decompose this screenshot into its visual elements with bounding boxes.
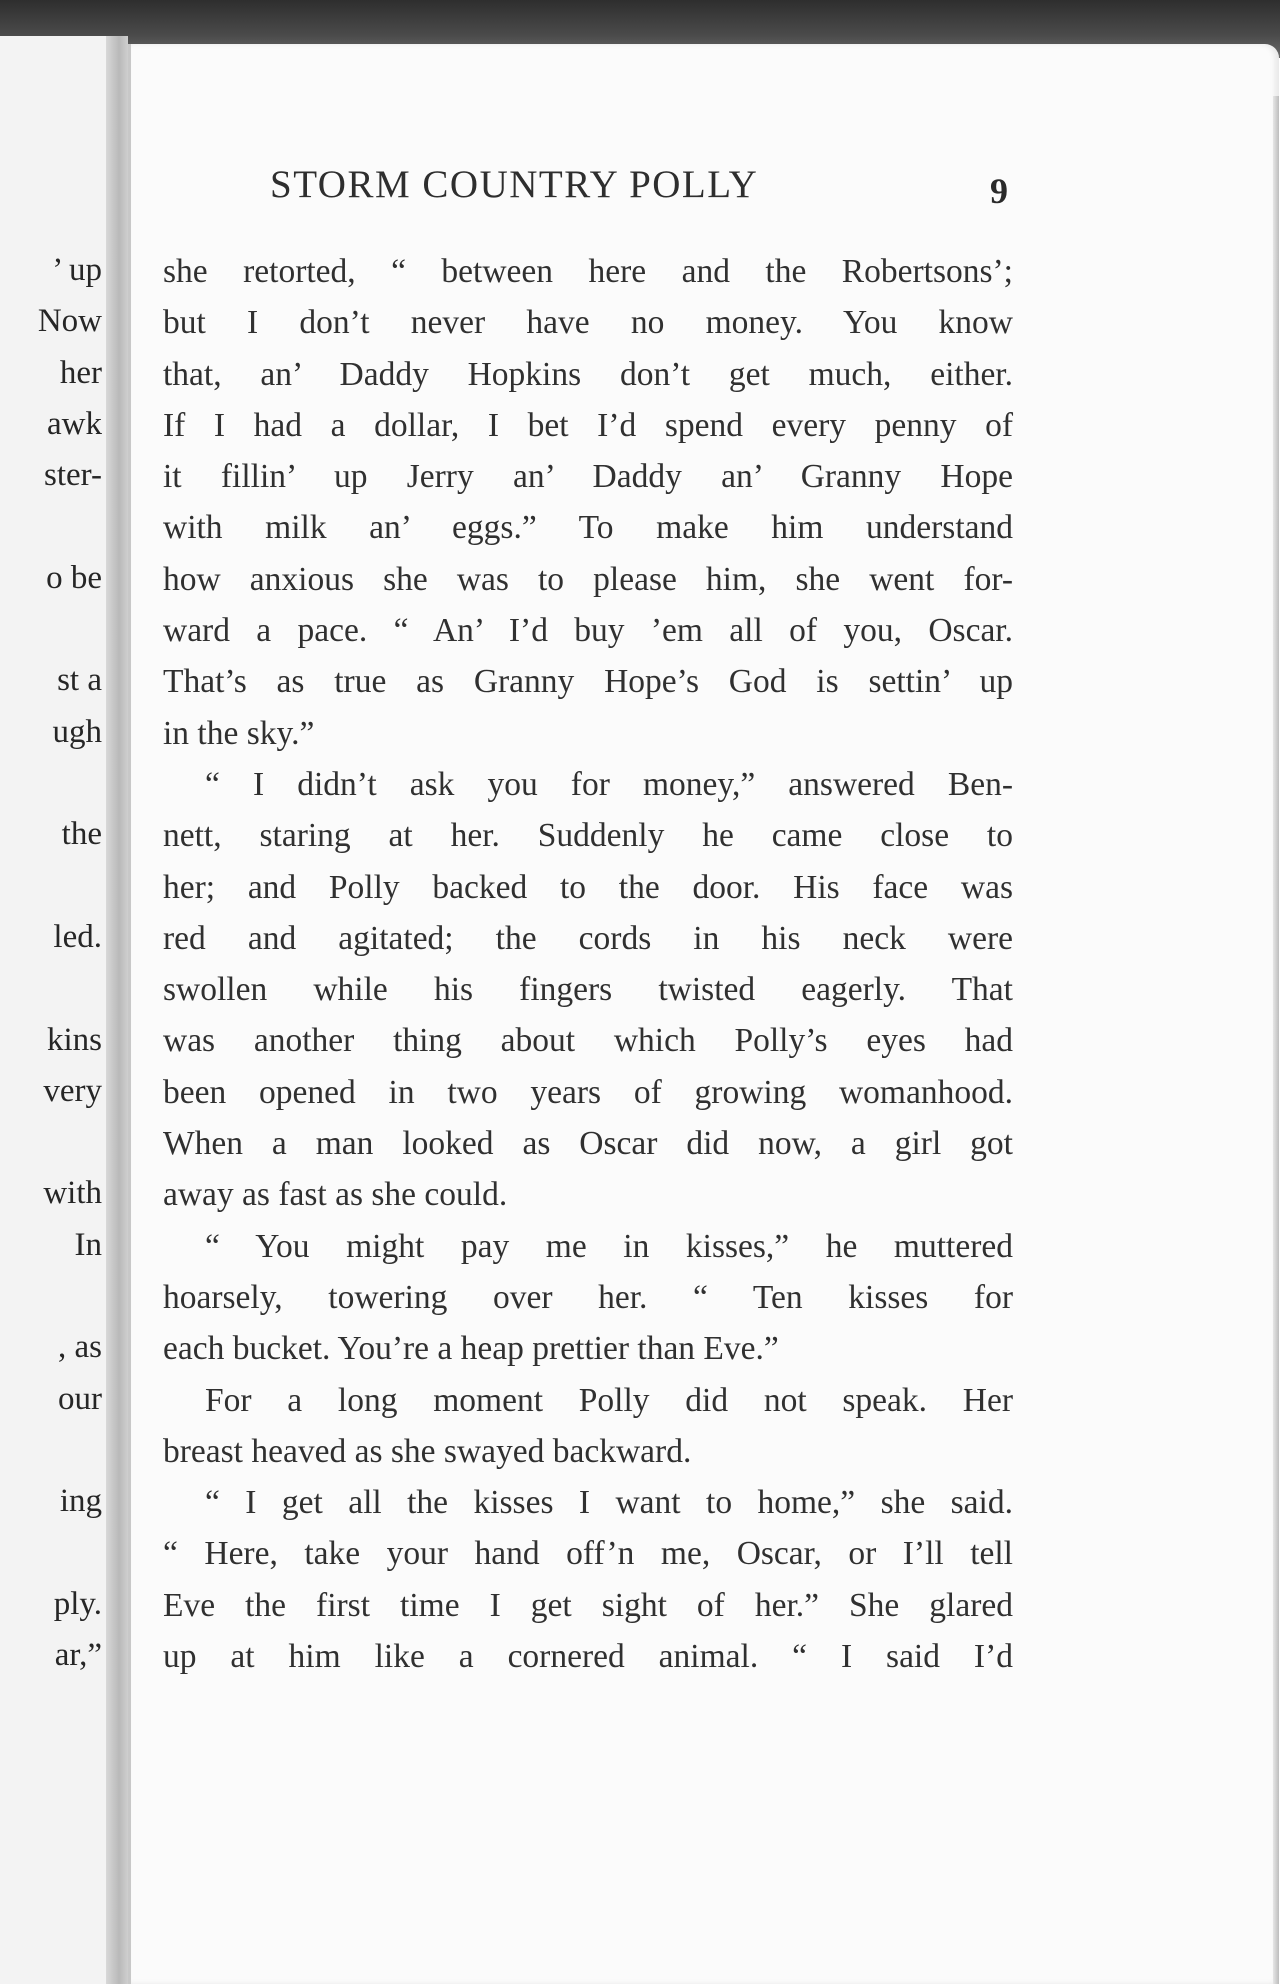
- left-page-fragment: ’ up: [52, 252, 102, 288]
- left-page-fragment: o be: [46, 559, 102, 596]
- left-page-fragment: ing: [59, 1483, 102, 1520]
- left-page-fragment: , as: [58, 1329, 102, 1366]
- text-line: in the sky.”: [163, 714, 315, 752]
- running-title: STORM COUNTRY POLLY: [270, 163, 759, 206]
- text-line: each bucket. You’re a heap prettier than Eve.”: [163, 1330, 779, 1368]
- text-line: “ I didn’t ask you for money,” answered Ben-: [205, 765, 1013, 803]
- text-line: nett, staring at her. Suddenly he came close to: [163, 817, 1013, 855]
- left-page-fragment: ar,”: [54, 1637, 102, 1674]
- text-line: hoarsely, towering over her. “ Ten kisses for: [163, 1278, 1013, 1316]
- text-line: “ I get all the kisses I want to home,” she said.: [205, 1484, 1013, 1522]
- left-page-fragment: ugh: [52, 713, 102, 750]
- left-page-fragment: awk: [47, 405, 102, 442]
- text-line: was another thing about which Polly’s eyes had: [163, 1022, 1013, 1060]
- left-page-fragment: the: [61, 816, 102, 853]
- text-line: but I don’t never have no money. You know: [163, 304, 1013, 342]
- text-line: been opened in two years of growing womanhood.: [163, 1073, 1013, 1111]
- page-number: 9: [990, 171, 1008, 211]
- text-line: up at him like a cornered animal. “ I said I’d: [163, 1638, 1013, 1676]
- book-gutter: [106, 36, 128, 1984]
- text-line: that, an’ Daddy Hopkins don’t get much, either.: [163, 355, 1013, 393]
- text-line: “ Here, take your hand off’n me, Oscar, or I’ll tell: [163, 1535, 1013, 1573]
- text-line: For a long moment Polly did not speak. Her: [205, 1381, 1013, 1419]
- left-page-fragment: our: [58, 1380, 102, 1417]
- text-line: red and agitated; the cords in his neck were: [163, 919, 1013, 957]
- left-page-fragment: kins: [46, 1021, 102, 1058]
- left-facing-page: [0, 36, 128, 1984]
- text-line: When a man looked as Oscar did now, a girl got: [163, 1125, 1013, 1163]
- left-page-fragment: Now: [37, 303, 102, 340]
- left-page-fragment: ster-: [44, 457, 102, 494]
- text-line: Eve the first time I get sight of her.” She glared: [163, 1586, 1013, 1624]
- text-line: swollen while his fingers twisted eagerly. That: [163, 971, 1013, 1009]
- text-line: with milk an’ eggs.” To make him understand: [163, 509, 1013, 547]
- left-page-fragment: very: [43, 1072, 102, 1109]
- text-line: If I had a dollar, I bet I’d spend every penny of: [163, 406, 1013, 444]
- text-line: how anxious she was to please him, she went for-: [163, 560, 1013, 598]
- left-page-fragment: ply.: [53, 1585, 102, 1622]
- left-page-fragment: led.: [53, 918, 102, 955]
- text-line: it fillin’ up Jerry an’ Daddy an’ Granny Hope: [163, 458, 1013, 496]
- text-line: breast heaved as she swayed backward.: [163, 1432, 692, 1470]
- text-line: ward a pace. “ An’ I’d buy ’em all of you, Oscar.: [163, 612, 1013, 650]
- text-line: her; and Polly backed to the door. His face was: [163, 868, 1013, 906]
- left-page-fragment: her: [59, 354, 102, 391]
- text-line: That’s as true as Granny Hope’s God is settin’ up: [163, 663, 1013, 701]
- text-line: “ You might pay me in kisses,” he muttered: [205, 1227, 1013, 1265]
- text-line: she retorted, “ between here and the Robertsons’;: [163, 253, 1013, 290]
- body-text: [163, 246, 1013, 1682]
- text-line: away as fast as she could.: [163, 1176, 508, 1214]
- page-right-edge: [1273, 96, 1279, 1984]
- left-page-fragment: st a: [57, 662, 102, 699]
- left-page-fragment: In: [74, 1226, 102, 1263]
- left-page-fragment: with: [43, 1175, 102, 1212]
